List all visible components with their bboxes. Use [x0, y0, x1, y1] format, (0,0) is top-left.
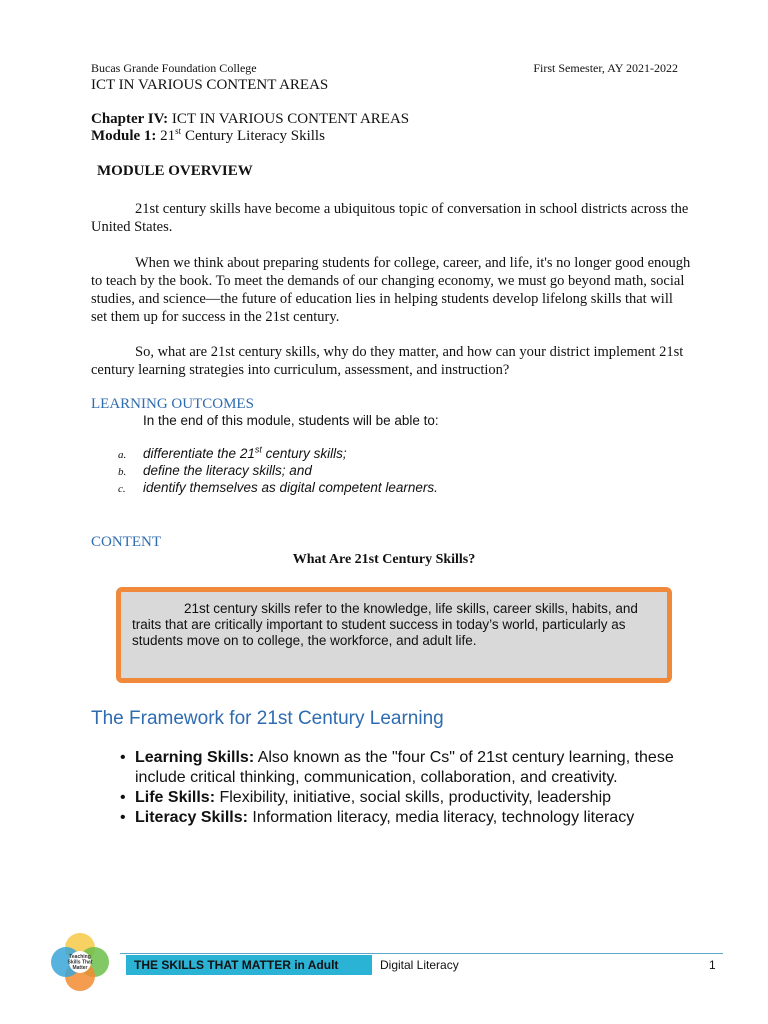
learning-outcomes-heading: LEARNING OUTCOMES	[91, 396, 254, 412]
outcome-item	[118, 446, 347, 461]
bullet-icon: •	[120, 789, 126, 806]
paragraph-text: So, what are 21st century skills, why do they matter, and how can your district implement 21st century learning strategies into curriculum, assessment, and instruction?	[91, 344, 684, 378]
outcome-item	[118, 463, 312, 478]
page-number: 1	[709, 958, 716, 972]
framework-title: The Framework for 21st Century Learning	[91, 708, 444, 729]
logo-text-2: Skills That	[67, 959, 93, 966]
bullet-term: Life Skills:	[135, 789, 216, 806]
outcome-text: identify themselves as digital competent learners.	[143, 480, 438, 495]
overview-heading: MODULE OVERVIEW	[97, 163, 253, 179]
definition-box	[116, 587, 672, 683]
content-heading: CONTENT	[91, 534, 161, 550]
bullet-icon: •	[120, 809, 126, 826]
institution-name: Bucas Grande Foundation College	[91, 61, 257, 75]
footer-subject: Digital Literacy	[380, 958, 459, 972]
footer-banner: THE SKILLS THAT MATTER in Adult	[126, 955, 372, 975]
bullet-text: Information literacy, media literacy, technology literacy	[247, 809, 635, 826]
content-title: What Are 21st Century Skills?	[292, 552, 476, 567]
module-number: 21	[160, 128, 176, 144]
definition-text	[132, 601, 652, 649]
footer-divider	[120, 953, 723, 954]
outcome-letter: b.	[118, 466, 127, 478]
list-item	[120, 788, 680, 808]
chapter-label: Chapter IV:	[91, 111, 169, 127]
module-number-suffix: st	[175, 126, 182, 136]
outcome-sup: st	[254, 444, 262, 455]
bullet-term: Literacy Skills:	[135, 809, 248, 826]
module-label: Module 1:	[91, 128, 157, 144]
list-item	[120, 808, 680, 828]
teaching-skills-logo-icon	[46, 928, 114, 996]
list-item	[120, 748, 680, 788]
chapter-title: ICT IN VARIOUS CONTENT AREAS	[171, 111, 410, 127]
outcome-letter: c.	[118, 483, 126, 495]
definition-body: 21st century skills refer to the knowledge, life skills, career skills, habits, and traits that are critically important to student success in today’s world, particularly as students move on to college, the workforce, and adult life.	[132, 601, 638, 648]
outcome-item	[118, 480, 438, 495]
outcome-letter: a.	[118, 449, 127, 461]
bullet-text: Also known as the "four Cs" of 21st century learning, these include critical thinking, communication, collaboration, and creativity.	[135, 749, 674, 786]
chapter-line	[91, 111, 409, 128]
outcome-text-end: century skills;	[261, 446, 347, 461]
framework-list	[120, 748, 680, 828]
logo-text-1: Teaching	[69, 954, 91, 960]
paragraph-text: When we think about preparing students for college, career, and life, it's no longer good enough to teach by the book. To meet the demands of our changing economy, we must go beyond math, social studies, and science—the future of education lies in helping students develop lifelong skills that will set them up for success in the 21st century.	[91, 255, 691, 325]
paragraph-text: 21st century skills have become a ubiquitous topic of conversation in school districts across the United States.	[91, 201, 689, 235]
overview-paragraph	[91, 254, 691, 326]
bullet-term: Learning Skills:	[135, 749, 255, 766]
outcome-text: differentiate the 21	[143, 446, 255, 461]
overview-paragraph	[91, 200, 691, 236]
overview-paragraph	[91, 343, 691, 379]
semester-label: First Semester, AY 2021-2022	[533, 61, 678, 75]
logo-text-3: Matter	[72, 965, 88, 971]
module-line	[91, 128, 325, 145]
learning-outcomes-intro: In the end of this module, students will be able to:	[143, 413, 439, 428]
outcome-text: define the literacy skills; and	[143, 463, 312, 478]
bullet-text: Flexibility, initiative, social skills, productivity, leadership	[215, 789, 612, 806]
module-title: Century Literacy Skills	[184, 128, 325, 144]
bullet-icon: •	[120, 749, 126, 766]
course-title: ICT IN VARIOUS CONTENT AREAS	[91, 77, 329, 93]
